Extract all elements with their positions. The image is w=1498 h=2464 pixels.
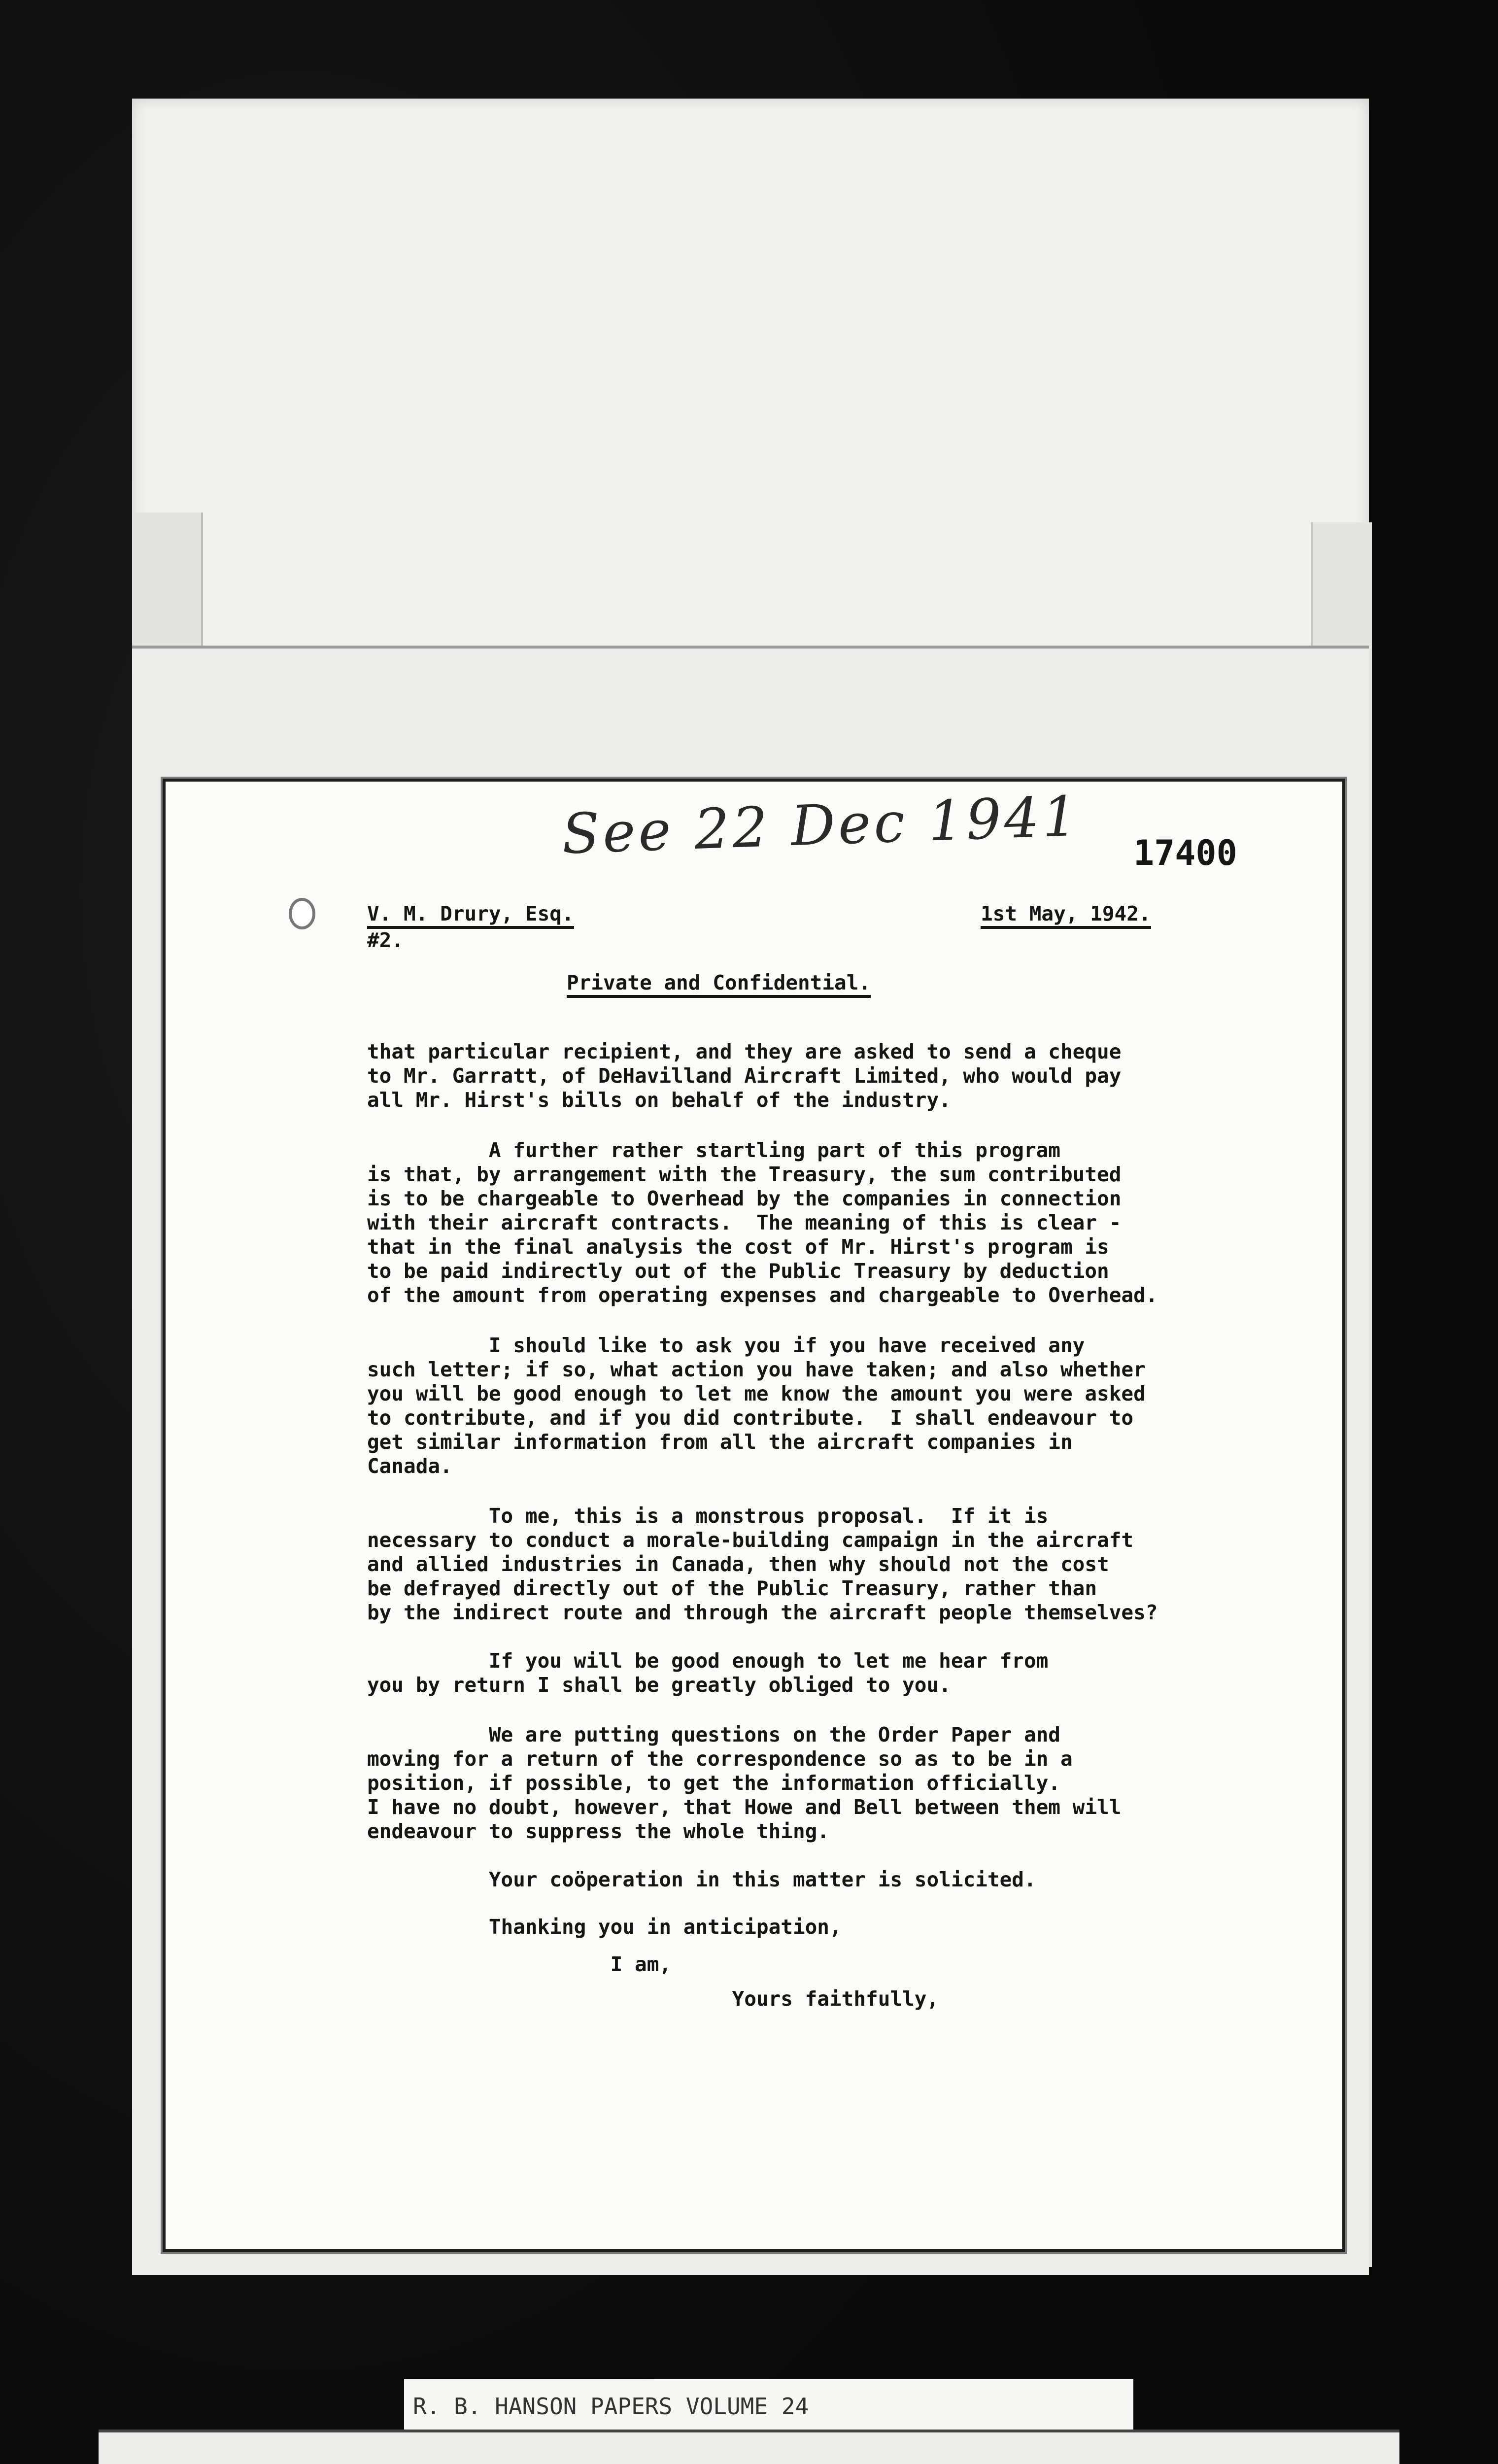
- back-sheet: [132, 99, 1369, 660]
- paragraph-6: We are putting questions on the Order Paper and moving for a return of the correspondence so as to be in a position, if possible, to get the information officially. I have no doubt, however, that Howe and Bell between them will endeavour to suppress the whole thing.: [367, 1723, 1122, 1843]
- closing-thanks: Thanking you in anticipation,: [367, 1915, 842, 1939]
- archives-stamp: [99, 2430, 1399, 2464]
- paragraph-4: To me, this is a monstrous proposal. If it is necessary to conduct a morale-building campaign in the aircraft and allied industries in Canada, then why should not the cost be defrayed directly out of the Public Treasury, rather than by the indirect route and through the aircraft people themselves?: [367, 1504, 1158, 1624]
- paragraph-5: If you will be good enough to let me hear from you by return I shall be greatly obliged to you.: [367, 1649, 1049, 1697]
- letter-heading: Private and Confidential.: [567, 971, 871, 998]
- letter-date: 1st May, 1942.: [981, 902, 1151, 929]
- paragraph-2: A further rather startling part of this program is that, by arrangement with the Treasury, the sum contributed is to be chargeable to Overhead by the companies in connection with their aircraft contracts. The meaning of this is clear - that in the final analysis the cost of Mr. Hirst's program is to be paid indirectly out of the Public Treasury by deduction of the amount from operating expenses and chargeable to Overhead.: [367, 1138, 1158, 1307]
- paragraph-7: Your coöperation in this matter is solicited.: [367, 1868, 1036, 1891]
- paragraph-1: that particular recipient, and they are asked to send a cheque to Mr. Garratt, of DeHavilland Aircraft Limited, who would pay all Mr. Hirst's bills on behalf of the industry.: [367, 1040, 1122, 1112]
- paragraph-3: I should like to ask you if you have received any such letter; if so, what action you have taken; and also whether you will be good enough to let me know the amount you were asked to contribute, and if you did contribute. I shall endeavour to get similar information from all the aircraft companies in Canada.: [367, 1334, 1146, 1478]
- page-number: #2.: [367, 928, 404, 952]
- addressee: V. M. Drury, Esq.: [367, 902, 574, 929]
- punch-hole-icon: [289, 898, 315, 929]
- closing-signature: Yours faithfully,: [367, 1987, 939, 2011]
- volume-label: R. B. HANSON PAPERS VOLUME 24: [404, 2379, 1133, 2433]
- handwritten-note: See 22 Dec 1941: [561, 784, 1082, 867]
- document-number: 17400: [1133, 833, 1237, 873]
- closing-i-am: I am,: [367, 1952, 672, 1976]
